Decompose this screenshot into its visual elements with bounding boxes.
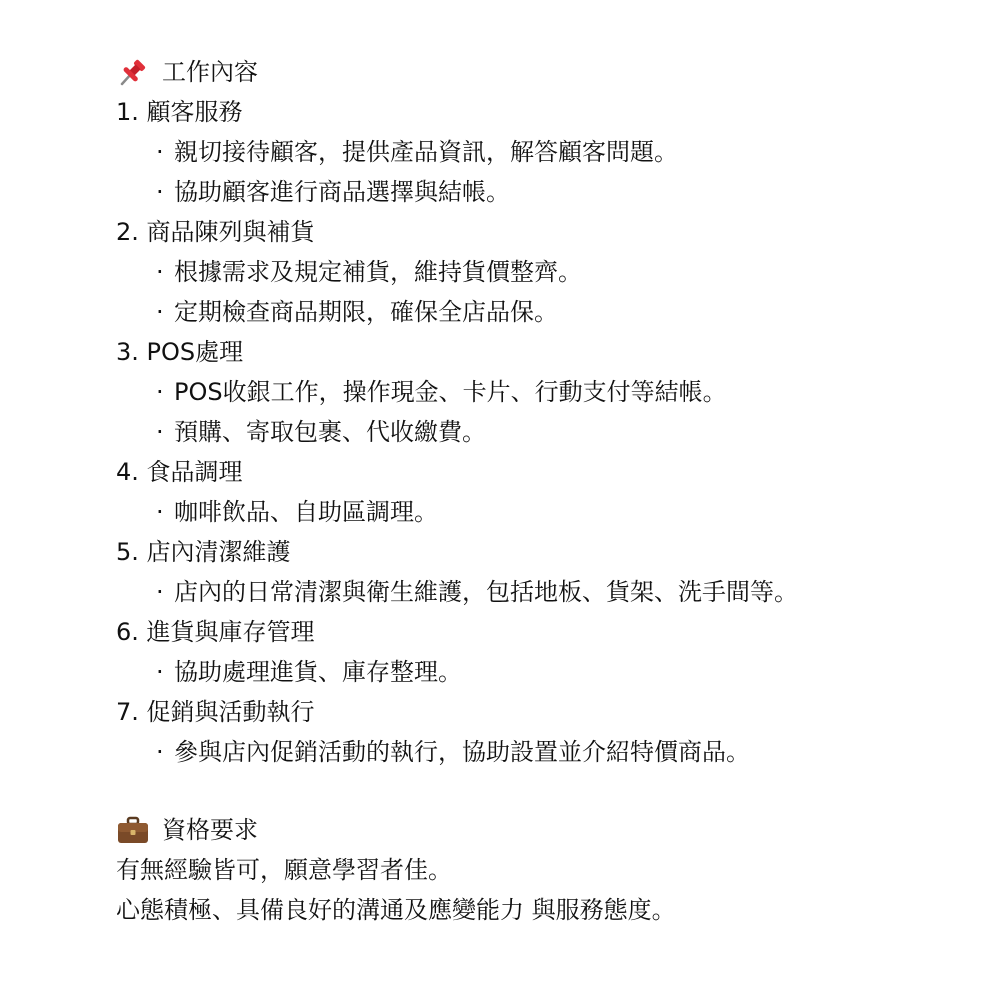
list-item-text: 根據需求及規定補貨，維持貨價整齊。: [174, 258, 582, 286]
job-content-sections: [116, 92, 966, 772]
list-item-text: 親切接待顧客，提供產品資訊，解答顧客問題。: [174, 138, 678, 166]
bullet-dot: ·: [156, 178, 164, 206]
bullet-dot: ·: [156, 258, 164, 286]
bullet-dot: ·: [156, 138, 164, 166]
bullet-dot: ·: [156, 498, 164, 526]
list-item-text: POS收銀工作，操作現金、卡片、行動支付等結帳。: [174, 378, 727, 406]
section-spacer: [116, 772, 966, 810]
list-item: [116, 132, 966, 172]
section-heading: 5. 店內清潔維護: [116, 538, 291, 566]
bullet-dot: ·: [156, 298, 164, 326]
section-heading: 4. 食品調理: [116, 458, 243, 486]
list-item: [116, 652, 966, 692]
qualifications-header: [116, 810, 966, 850]
bullet-dot: ·: [156, 738, 164, 766]
section: [116, 612, 966, 692]
list-item-text: 協助顧客進行商品選擇與結帳。: [174, 178, 510, 206]
section: [116, 92, 966, 212]
briefcase-icon: [116, 813, 150, 847]
bullet-dot: ·: [156, 418, 164, 446]
section-heading: 2. 商品陳列與補貨: [116, 218, 315, 246]
bullet-dot: ·: [156, 658, 164, 686]
list-item: [116, 492, 966, 532]
list-item: [116, 292, 966, 332]
list-item-text: 咖啡飲品、自助區調理。: [174, 498, 438, 526]
list-item-text: 協助處理進貨、庫存整理。: [174, 658, 462, 686]
section: [116, 332, 966, 452]
section-heading: 6. 進貨與庫存管理: [116, 618, 315, 646]
section-heading: 7. 促銷與活動執行: [116, 698, 315, 726]
job-posting: [116, 52, 966, 930]
job-content-header: [116, 52, 966, 92]
list-item-text: 店內的日常清潔與衛生維護，包括地板、貨架、洗手間等。: [174, 578, 798, 606]
qualification-line: 有無經驗皆可，願意學習者佳。: [116, 856, 452, 884]
section: [116, 212, 966, 332]
list-item-text: 預購、寄取包裹、代收繳費。: [174, 418, 486, 446]
list-item: [116, 412, 966, 452]
section: [116, 452, 966, 532]
section-heading: 3. POS處理: [116, 338, 244, 366]
list-item: [116, 372, 966, 412]
section: [116, 692, 966, 772]
job-content-title: 工作內容: [162, 58, 258, 86]
qualification-line: 心態積極、具備良好的溝通及應變能力 與服務態度。: [116, 896, 676, 924]
section: [116, 532, 966, 612]
list-item-text: 定期檢查商品期限，確保全店品保。: [174, 298, 558, 326]
list-item: [116, 732, 966, 772]
list-item: [116, 572, 966, 612]
bullet-dot: ·: [156, 378, 164, 406]
list-item: [116, 252, 966, 292]
section-heading: 1. 顧客服務: [116, 98, 243, 126]
pushpin-icon: [116, 55, 150, 89]
list-item: [116, 172, 966, 212]
bullet-dot: ·: [156, 578, 164, 606]
qualifications-title: 資格要求: [162, 816, 258, 844]
list-item-text: 參與店內促銷活動的執行，協助設置並介紹特價商品。: [174, 738, 750, 766]
